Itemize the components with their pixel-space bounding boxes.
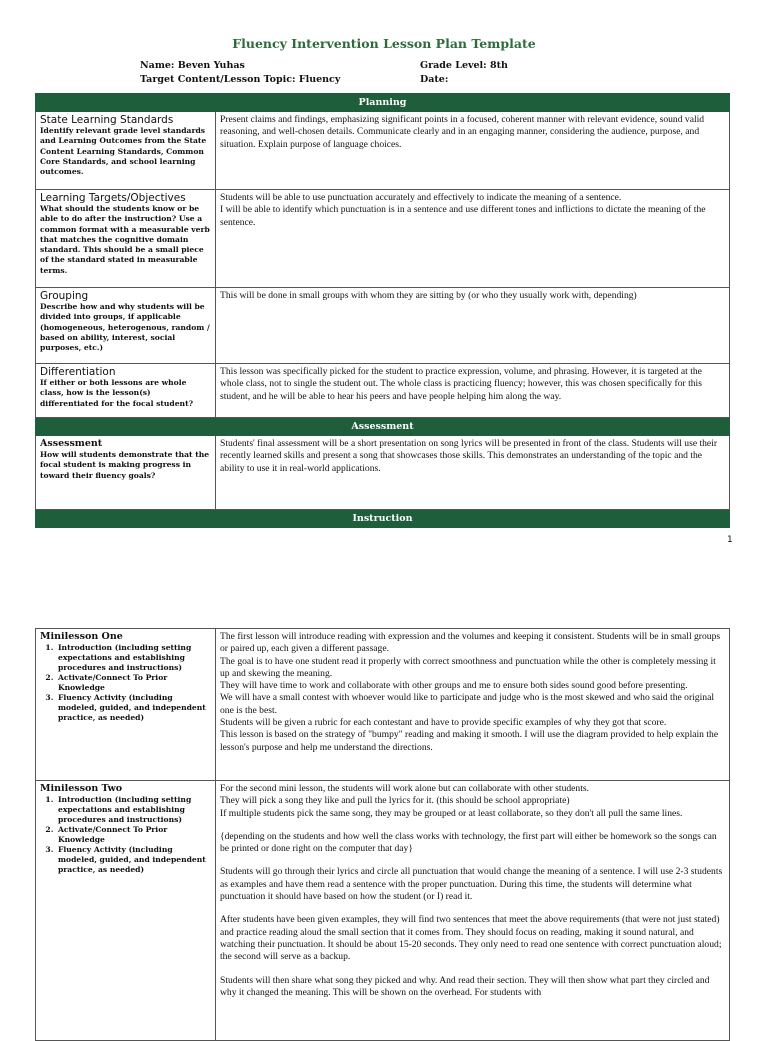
lesson-plan-table-page2 <box>35 628 730 1041</box>
assessment-heading: Assessment <box>40 438 103 449</box>
objectives-value-1: Students will be able to use punctuation accurately and effectively to indicate the meaning of a sentence. <box>220 192 622 203</box>
standards-value: Present claims and findings, emphasizing significant points in a focused, coherent manner with relevant evidence, sound valid reasoning, and well-chosen details. Communicate clearly and in an engaging manner, considering the audience, purpose, and situation. Explain purpose of language choices. <box>220 114 705 150</box>
objectives-row <box>36 190 730 288</box>
minilesson-two-paragraph: If multiple students pick the same song, they may be grouped or at least collaborate, so they don't all pull the same lines. <box>220 807 683 819</box>
minilesson-one-line: Students will be given a rubric for each contestant and have to provide specific examples of why they got that score. <box>220 717 667 729</box>
list-item: 3. Fluency Activity (including modeled, guided, and independent practice, as needed) <box>56 845 211 875</box>
list-item: 2. Activate/Connect To Prior Knowledge <box>56 825 211 845</box>
standards-description: Identify relevant grade level standards and Learning Outcomes from the State Content Learning Standards, Common Core Standards, and school learning outcomes. <box>40 126 207 177</box>
date-label: Date: <box>420 74 449 85</box>
assessment-header: Assessment <box>36 418 730 436</box>
minilesson-one-line: They will have time to work and collaborate with other groups and me to ensure both sides sound good before presenting. <box>220 680 688 692</box>
page-title: Fluency Intervention Lesson Plan Template <box>232 36 536 51</box>
minilesson-one-line: This lesson is based on the strategy of "bumpy" reading and making it smooth. I will use the diagram provided to help explain the lesson's purpose and help me understand the directions. <box>220 729 719 753</box>
planning-header: Planning <box>36 94 730 112</box>
assessment-header-bar <box>36 418 730 436</box>
differentiation-value: This lesson was specifically picked for the student to practice expression, volume, and phrasing. However, it is targeted at the whole class, not to single the student out. The whole class is practicing fluency; however, this was chosen specifically for this student, and he will be able to hear his peers and have people helping him along the way. <box>220 366 702 402</box>
grouping-value: This will be done in small groups with whom they are sitting by (or who they usually work with, depending) <box>220 290 637 301</box>
instruction-header-bar <box>36 510 730 528</box>
instruction-header: Instruction <box>36 510 730 528</box>
grouping-description: Describe how and why students will be divided into groups, if applicable (homogeneous, heterogenous, random / based on ability, interest, social purposes, etc.) <box>40 302 210 353</box>
minilesson-one-row <box>36 629 730 781</box>
standards-row <box>36 112 730 190</box>
lesson-topic: Target Content/Lesson Topic: Fluency <box>140 74 341 85</box>
minilesson-one-steps <box>40 643 211 723</box>
lesson-plan-table-page1 <box>35 93 730 528</box>
minilesson-two-paragraph: They will pick a song they like and pull the lyrics for it. (this should be school appropriate) <box>220 795 570 807</box>
standards-heading: State Learning Standards <box>40 114 174 126</box>
minilesson-two-row <box>36 781 730 1041</box>
list-item: 1. Introduction (including setting expectations and establishing procedures and instructions) <box>56 643 211 673</box>
student-name: Name: Beven Yuhas <box>140 60 245 71</box>
minilesson-two-steps <box>40 795 211 875</box>
objectives-description: What should the students know or be able to do after the instruction? Use a common format with a measurable verb that matches the cognitive domain standard. This should be a small piece of the standard stated in measurable terms. <box>40 204 210 275</box>
list-item: 1. Introduction (including setting expectations and establishing procedures and instructions) <box>56 795 211 825</box>
planning-header-bar <box>36 94 730 112</box>
grade-level: Grade Level: 8th <box>420 60 508 71</box>
minilesson-one-line: The goal is to have one student read it properly with correct smoothness and punctuation while the other is completely messing it up and skewing the meaning. <box>220 655 716 679</box>
assessment-value: Students' final assessment will be a short presentation on song lyrics will be presented in front of the class. Students will use their recently learned skills and present a song that showcases those skills. This demonstrates an understanding of the topic and the ability to use it in real-world applications. <box>220 438 718 474</box>
minilesson-two-paragraph: Students will go through their lyrics and circle all punctuation that would change the meaning of a sentence. I will use 2-3 students as examples and have them read a sentence with the proper punctuation. During this time, the students will determine what punctuation it should have based on how the student (or I) read it. <box>220 866 723 903</box>
differentiation-heading: Differentiation <box>40 366 116 378</box>
grouping-row <box>36 288 730 364</box>
minilesson-one-heading: Minilesson One <box>40 631 123 642</box>
minilesson-two-heading: Minilesson Two <box>40 783 123 794</box>
minilesson-two-paragraph: {depending on the students and how well the class works with technology, the first part will either be homework so the songs can be printed or done right on the computer that day} <box>220 830 717 855</box>
page-number: 1 <box>727 535 733 545</box>
assessment-description: How will students demonstrate that the focal student is making progress in toward their fluency goals? <box>40 450 210 480</box>
minilesson-one-line: The first lesson will introduce reading with expression and the volumes and keeping it consistent. Students will be in small groups or paired up, each given a different passage. <box>220 631 721 655</box>
differentiation-description: If either or both lessons are whole class, how is the lesson(s) differentiated for the focal student? <box>40 378 194 408</box>
minilesson-two-paragraph: After students have been given examples, they will find two sentences that meet the above requirements (that were not just stated) and practice reading aloud the small section that it comes from. They should focus on reading, making it sound natural, and watching their punctuation. It should be about 15-20 seconds. They only need to read one sentence with correct punctuation aloud; the second will serve as a backup. <box>220 914 722 963</box>
differentiation-row <box>36 364 730 418</box>
list-item: 3. Fluency Activity (including modeled, guided, and independent practice, as needed) <box>56 693 211 723</box>
assessment-row <box>36 436 730 510</box>
grouping-heading: Grouping <box>40 290 89 302</box>
minilesson-one-line: We will have a small contest with whoever would like to participate and judge who is the most skewed and who said the original one is the best. <box>220 692 714 716</box>
minilesson-two-paragraph: Students will then share what song they picked and why. And read their section. They will then show what part they circled and why it changed the meaning. This will be shown on the overhead. For students with <box>220 974 710 998</box>
list-item: 2. Activate/Connect To Prior Knowledge <box>56 673 211 693</box>
minilesson-two-paragraph: For the second mini lesson, the students will work alone but can collaborate with other students. <box>220 783 590 794</box>
objectives-value-2: I will be able to identify which punctuation is in a sentence and use different tones and inflictions to dictate the meaning of the sentence. <box>220 204 706 228</box>
objectives-heading: Learning Targets/Objectives <box>40 192 186 204</box>
